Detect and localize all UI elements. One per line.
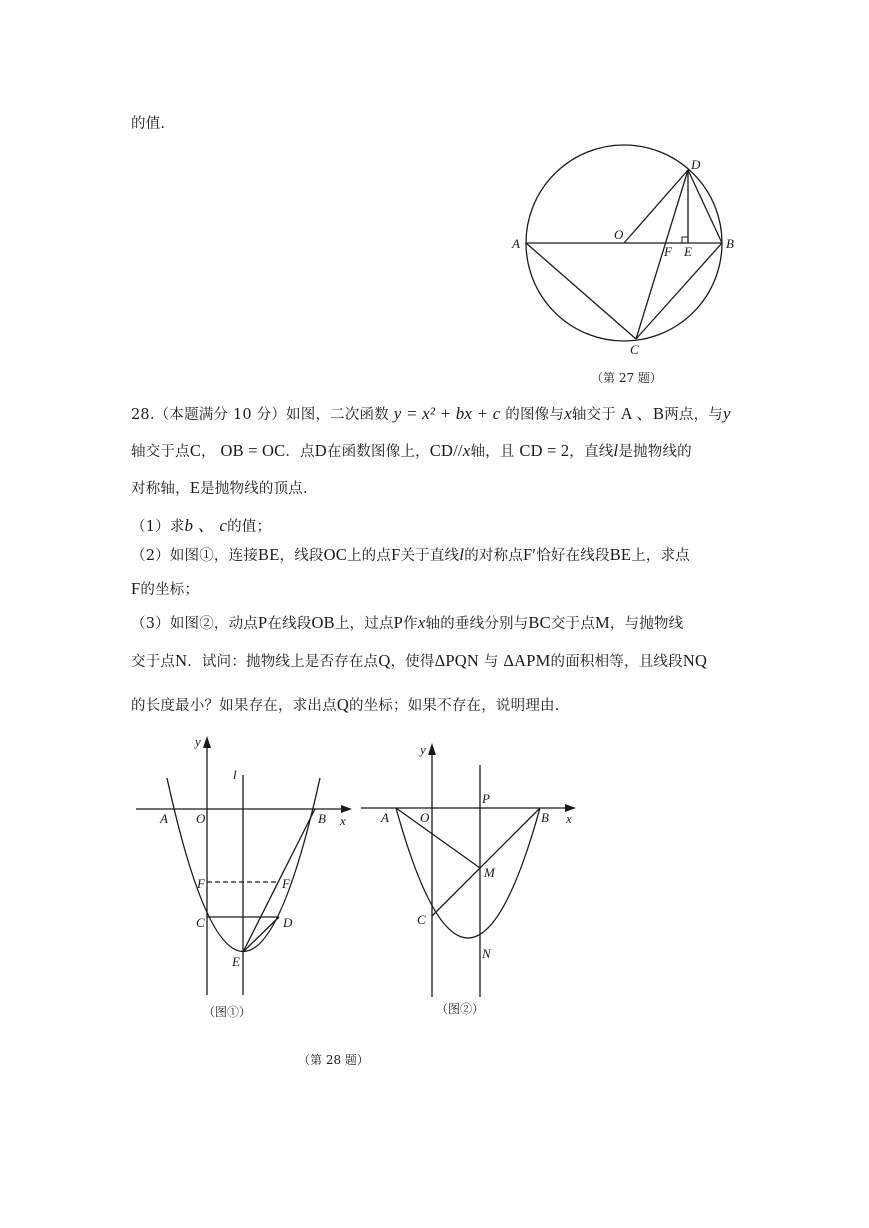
q28-part3: （3）如图②，动点P在线段OB上，过点P作x轴的垂线分别与BC交于点M，与抛物线 — [131, 613, 684, 632]
label-C: C — [196, 915, 205, 930]
q28-number: 28. — [131, 407, 155, 423]
q28-line2: 轴交于点C， OB = OC．点D在函数图像上，CD//x轴，且 CD = 2，直线l是抛物线的 — [131, 441, 692, 460]
q28-part3-cont: 交于点N．试问：抛物线上是否存在点Q，使得ΔPQN 与 ΔAPM的面积相等，且线段NQ — [131, 651, 708, 670]
label-E: E — [684, 244, 692, 259]
label-N: N — [482, 946, 491, 961]
q28-part1: （1）求b 、 c的值； — [131, 516, 272, 535]
segment-BC — [432, 808, 540, 916]
label-Fp: F′ — [282, 876, 293, 891]
label-C: C — [417, 912, 426, 927]
label-B: B — [541, 810, 549, 825]
label-O: O — [614, 227, 624, 242]
label-F: F — [664, 244, 672, 259]
label-F: F — [197, 876, 205, 891]
label-O: O — [420, 810, 430, 825]
label-C: C — [630, 342, 639, 357]
caption-fig2: （图②） — [436, 1002, 485, 1016]
label-l: l — [233, 767, 237, 782]
label-M: M — [484, 865, 495, 880]
q28-part2: （2）如图①，连接BE，线段OC上的点F关于直线l的对称点F′恰好在线段BE上，求点 — [131, 545, 690, 564]
q28-line1: 28.（本题满分 10 分）如图，二次函数 y = x² + bx + c 的图像与x轴交于 A 、B两点，与y — [131, 404, 731, 423]
q28-part3-end: 的长度最小？如果存在，求出点Q的坐标；如果不存在，说明理由. — [131, 695, 560, 714]
q28-part2-cont: F的坐标； — [131, 579, 200, 598]
caption-q27: （第 27 题） — [591, 371, 662, 385]
label-A: A — [381, 810, 389, 825]
segment-AM — [396, 808, 480, 868]
function-formula: y = x² + bx + c — [393, 404, 501, 423]
label-P: P — [482, 791, 490, 806]
label-x: x — [340, 813, 346, 828]
caption-fig1: （图①） — [203, 1005, 252, 1019]
caption-q28: （第 28 题） — [298, 1053, 369, 1067]
label-x: x — [566, 811, 572, 826]
label-O: O — [196, 811, 206, 826]
y-axis-arrow — [428, 743, 436, 755]
label-A: A — [512, 236, 520, 251]
label-y: y — [420, 742, 426, 757]
label-D: D — [691, 157, 701, 172]
label-y: y — [195, 734, 201, 749]
label-E: E — [232, 954, 240, 969]
label-B: B — [726, 236, 734, 251]
label-A: A — [160, 811, 168, 826]
prev-question-tail: 的值. — [131, 116, 166, 132]
label-D: D — [283, 915, 293, 930]
label-B: B — [318, 811, 326, 826]
q28-line3: 对称轴，E是抛物线的顶点. — [131, 478, 308, 497]
